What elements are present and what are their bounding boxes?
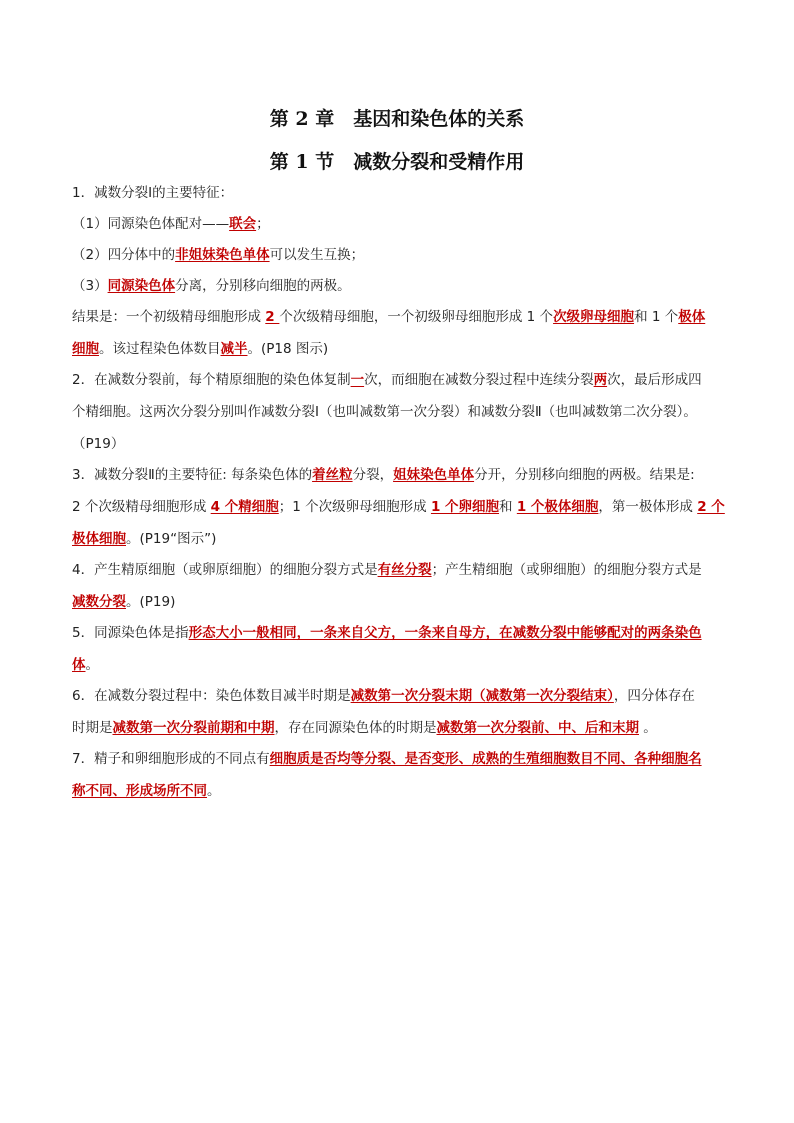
answer-highlight: 减半 bbox=[220, 341, 248, 357]
text: 可以发生互换； bbox=[269, 247, 365, 263]
item-4-line-2 bbox=[72, 592, 732, 612]
answer-highlight: 形态大小一般相同，一条来自父方，一条来自母方，在减数分裂中能够配对的两条染色 bbox=[188, 625, 702, 641]
text: 6．在减数分裂过程中：染色体数目减半时期是 bbox=[72, 688, 351, 704]
text: 和 bbox=[499, 499, 517, 515]
answer-highlight: 次级卵母细胞 bbox=[553, 309, 635, 325]
text: 。 bbox=[639, 720, 657, 736]
text: 2 个次级精母细胞形成 bbox=[72, 499, 211, 515]
answer-highlight: 极体 bbox=[678, 309, 706, 325]
text: 。(P18 图示) bbox=[247, 341, 329, 357]
answer-highlight: 减数第一次分裂前、中、后和末期 bbox=[436, 720, 639, 736]
answer-highlight: 减数第一次分裂末期（减数第一次分裂结束） bbox=[350, 688, 614, 704]
answer-highlight: 非姐妹染色单体 bbox=[175, 247, 270, 263]
answer-highlight: 1 个卵细胞 bbox=[430, 499, 500, 515]
item-1-result-line-2 bbox=[72, 339, 732, 359]
text: 分离，分别移向细胞的两极。 bbox=[175, 278, 351, 294]
text: 3．减数分裂Ⅱ的主要特征: 每条染色体的 bbox=[72, 467, 313, 483]
item-1-point-a bbox=[72, 214, 732, 234]
text: 结果是：一个初级精母细胞形成 bbox=[72, 309, 266, 325]
text: 分裂， bbox=[352, 467, 394, 483]
item-2-line-3: （P19） bbox=[72, 436, 125, 452]
answer-highlight: 1 个极体细胞 bbox=[516, 499, 599, 515]
text: 4．产生精原细胞（或卵原细胞）的细胞分裂方式是 bbox=[72, 562, 378, 578]
item-7-line-2 bbox=[72, 781, 732, 801]
answer-highlight: 姐妹染色单体 bbox=[393, 467, 475, 483]
answer-highlight: 细胞 bbox=[72, 341, 99, 357]
answer-highlight: 2 个 bbox=[697, 499, 725, 515]
text: 。 bbox=[85, 657, 99, 673]
answer-highlight: 细胞质是否均等分裂、是否变形、成熟的生殖细胞数目不同、各种细胞名 bbox=[269, 751, 702, 767]
text: 。(P19“图示”) bbox=[126, 531, 217, 547]
text: 次，最后形成四 bbox=[607, 372, 702, 388]
text: 7．精子和卵细胞形成的不同点有 bbox=[72, 751, 270, 767]
answer-highlight: 2 bbox=[265, 309, 280, 325]
text: （3） bbox=[72, 278, 108, 294]
chapter-title: 第 2 章 基因和染色体的关系 bbox=[269, 108, 525, 130]
answer-highlight: 着丝粒 bbox=[312, 467, 353, 483]
text: 时期是 bbox=[72, 720, 113, 736]
text: ，存在同源染色体的时期是 bbox=[274, 720, 437, 736]
text: 5．同源染色体是指 bbox=[72, 625, 189, 641]
item-3-line-1 bbox=[72, 465, 732, 485]
text: （1）同源染色体配对—— bbox=[72, 216, 230, 232]
item-3-line-2 bbox=[72, 497, 732, 517]
item-2-line-1 bbox=[72, 370, 732, 390]
text: 和 1 个 bbox=[634, 309, 679, 325]
text: ；1 个次级卵母细胞形成 bbox=[278, 499, 431, 515]
text: ； bbox=[256, 216, 270, 232]
item-1-intro: 1．减数分裂Ⅰ的主要特征： bbox=[72, 185, 234, 201]
item-2-line-2: 个精细胞。这两次分裂分别叫作减数分裂Ⅰ（也叫减数第一次分裂）和减数分裂Ⅱ（也叫减数第二次分裂）。 bbox=[72, 404, 697, 420]
text: 。(P19) bbox=[126, 594, 176, 610]
text: ；产生精细胞（或卵细胞）的细胞分裂方式是 bbox=[431, 562, 702, 578]
item-7-line-1 bbox=[72, 749, 732, 769]
item-5-line-2 bbox=[72, 655, 732, 675]
text: 。 bbox=[207, 783, 221, 799]
text: ，四分体存在 bbox=[613, 688, 695, 704]
text: （2）四分体中的 bbox=[72, 247, 176, 263]
answer-highlight: 同源染色体 bbox=[107, 278, 176, 294]
item-1-result-line-1 bbox=[72, 307, 732, 327]
text: 。该过程染色体数目 bbox=[99, 341, 221, 357]
item-6-line-1 bbox=[72, 686, 732, 706]
item-4-line-1 bbox=[72, 560, 732, 580]
item-6-line-2 bbox=[72, 718, 732, 738]
text: 个次级精母细胞，一个初级卵母细胞形成 1 个 bbox=[279, 309, 554, 325]
answer-highlight: 两 bbox=[593, 372, 608, 388]
item-3-line-3 bbox=[72, 529, 732, 549]
answer-highlight: 减数分裂 bbox=[72, 594, 126, 610]
document-body bbox=[72, 183, 732, 812]
section-title: 第 1 节 减数分裂和受精作用 bbox=[269, 151, 525, 173]
answer-highlight: 一 bbox=[350, 372, 365, 388]
answer-highlight: 减数第一次分裂前期和中期 bbox=[112, 720, 275, 736]
text: 2．在减数分裂前，每个精原细胞的染色体复制 bbox=[72, 372, 351, 388]
answer-highlight: 有丝分裂 bbox=[377, 562, 432, 578]
text: 分开，分别移向细胞的两极。结果是: bbox=[474, 467, 695, 483]
item-5-line-1 bbox=[72, 623, 732, 643]
answer-highlight: 联会 bbox=[229, 216, 257, 232]
item-1-point-c bbox=[72, 276, 732, 296]
answer-highlight: 4 个精细胞 bbox=[210, 499, 279, 515]
answer-highlight: 称不同、形成场所不同 bbox=[72, 783, 207, 799]
text: ，第一极体形成 bbox=[598, 499, 698, 515]
answer-highlight: 极体细胞 bbox=[72, 531, 126, 547]
answer-highlight: 体 bbox=[72, 657, 86, 673]
item-1-point-b bbox=[72, 245, 732, 265]
text: 次，而细胞在减数分裂过程中连续分裂 bbox=[364, 372, 594, 388]
